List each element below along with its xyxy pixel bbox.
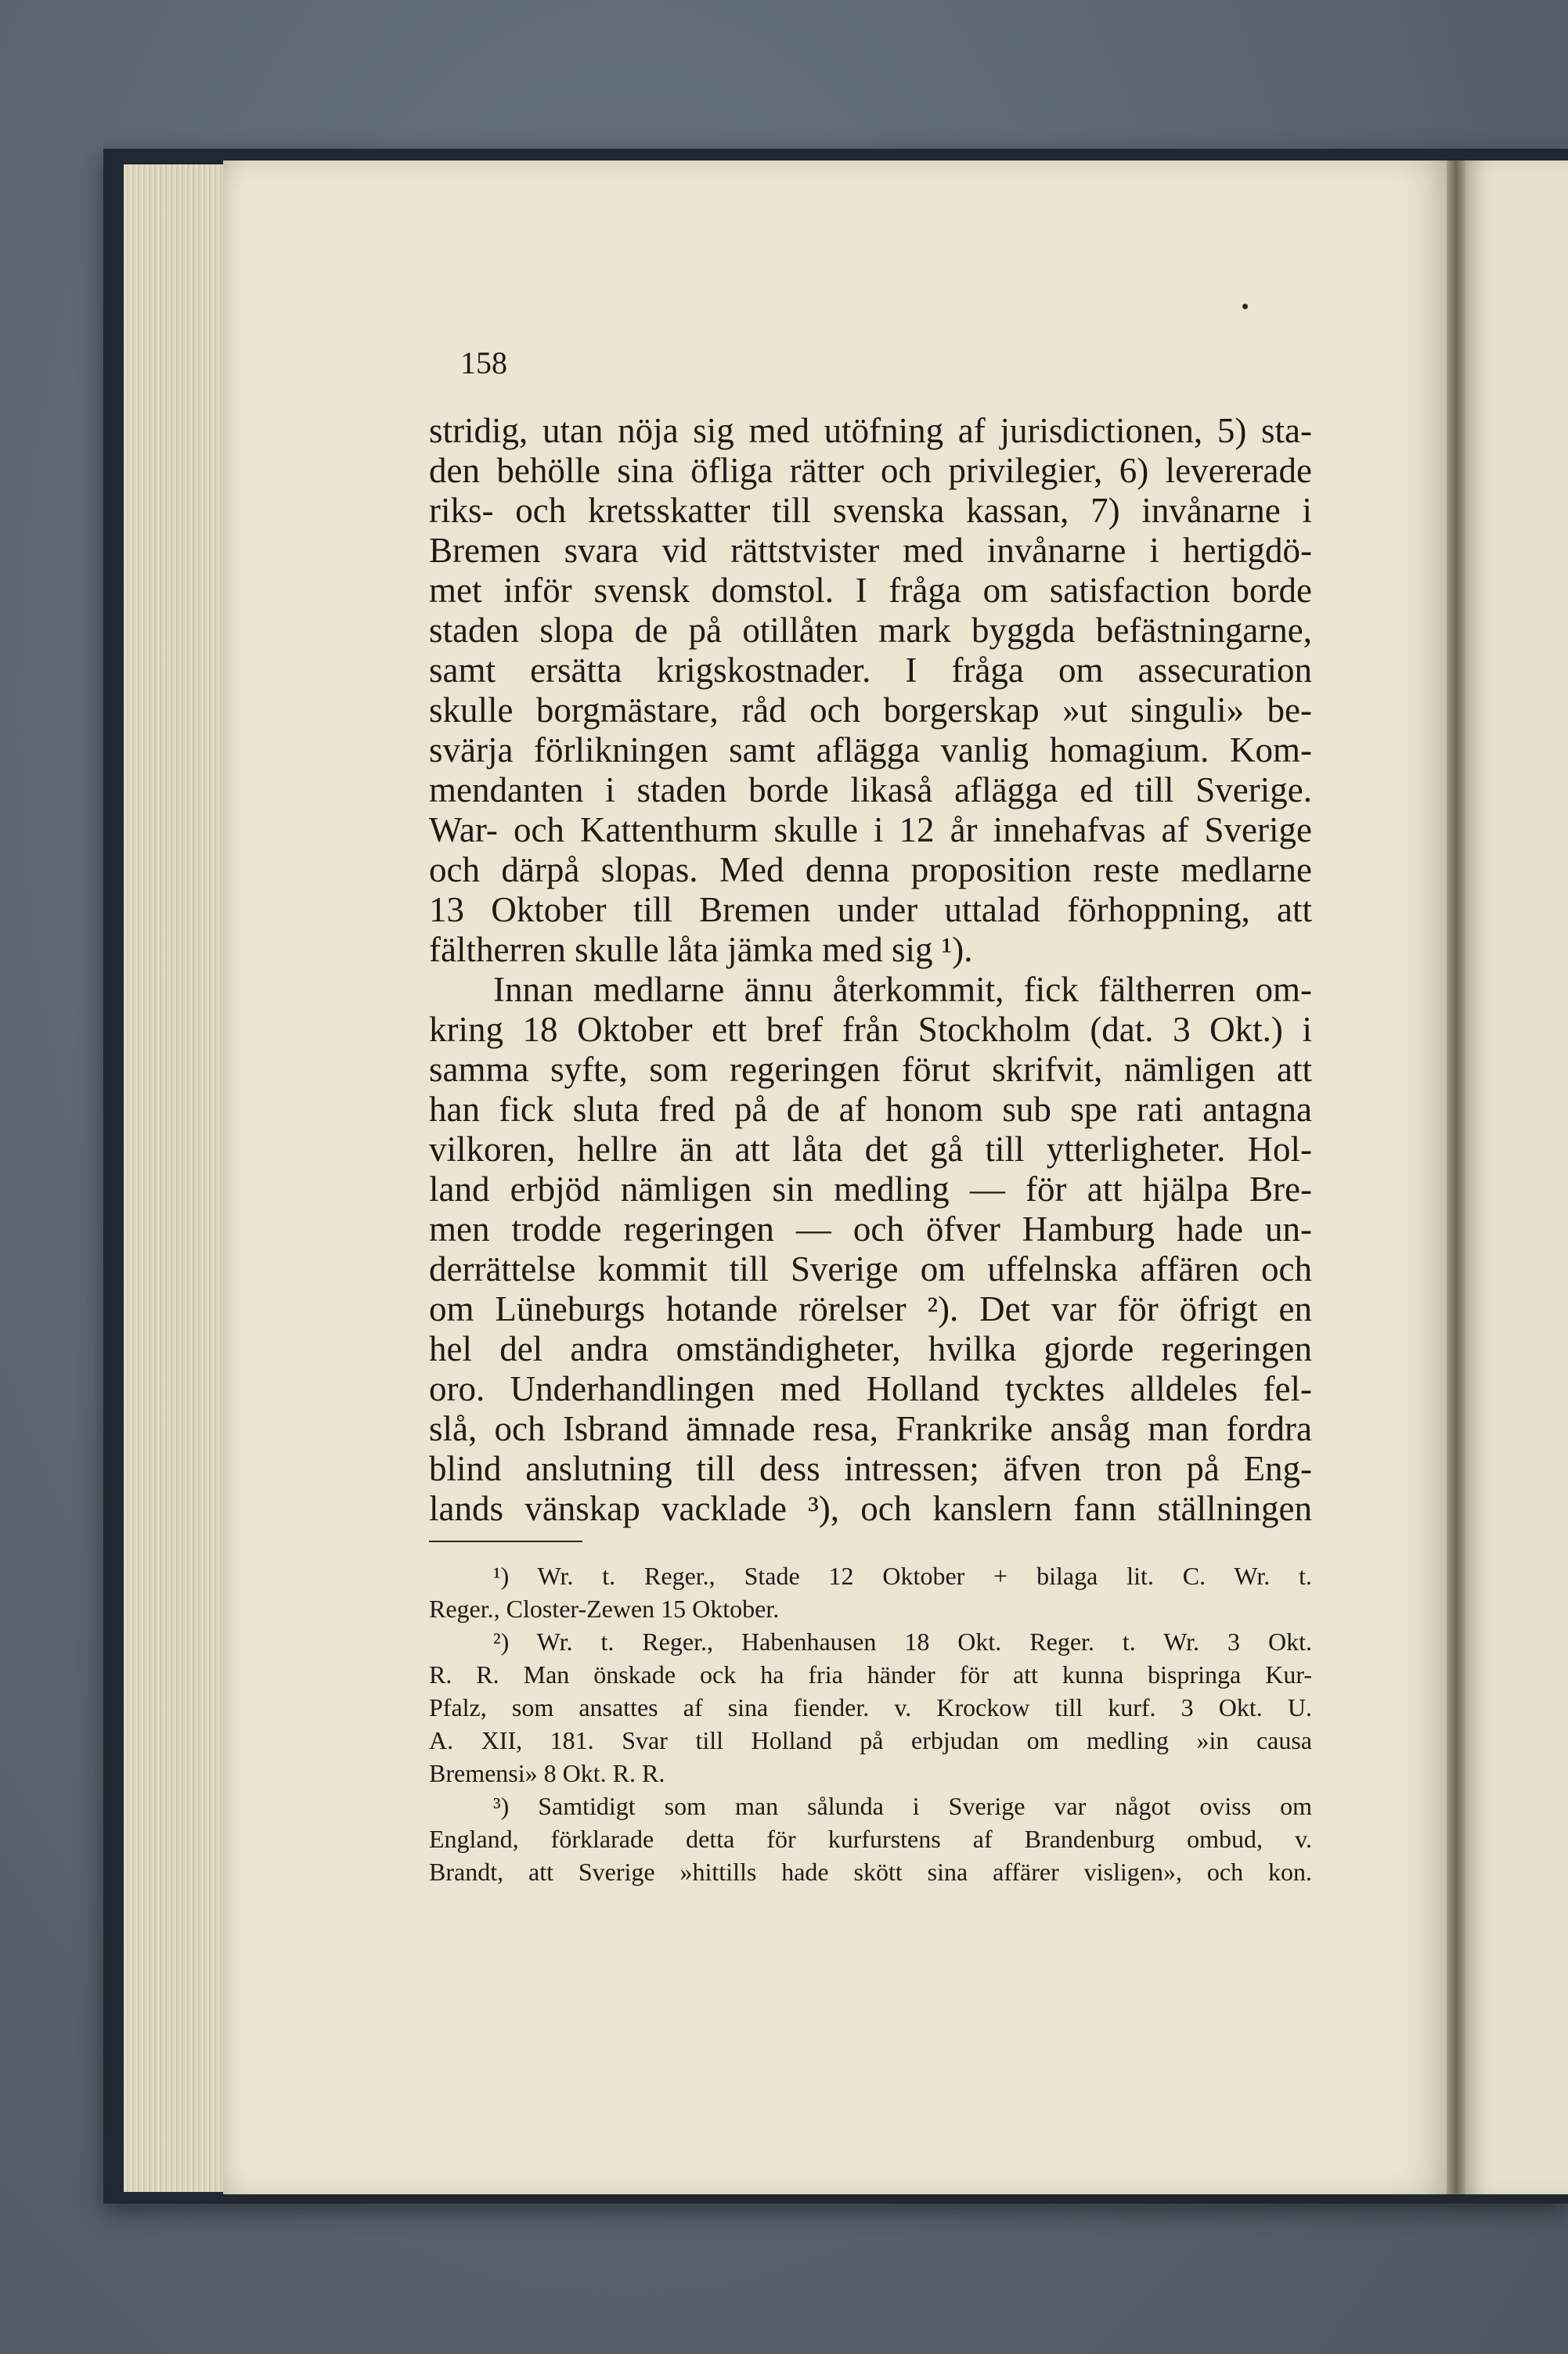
text-line: hel del andra omständigheter, hvilka gjorde regeringen bbox=[429, 1329, 1312, 1368]
text-line: samma syfte, som regeringen förut skrifvit, nämligen att bbox=[429, 1050, 1312, 1089]
text-line: blind anslutning till dess intressen; äfven tron på Eng- bbox=[429, 1449, 1312, 1488]
footnote-line: Reger., Closter-Zewen 15 Oktober. bbox=[429, 1595, 780, 1623]
text-line: vilkoren, hellre än att låta det gå till ytterligheter. Hol- bbox=[429, 1130, 1312, 1169]
footnote-line: Pfalz, som ansattes af sina fiender. v. Krockow till kurf. 3 Okt. U. bbox=[429, 1693, 1312, 1721]
footnote-line: ³) Samtidigt som man sålunda i Sverige var något oviss om bbox=[493, 1792, 1312, 1820]
text-line: oro. Underhandlingen med Holland tycktes alldeles fel- bbox=[429, 1369, 1312, 1408]
text-line: svärja förlikningen samt aflägga vanlig homagium. Kom- bbox=[429, 730, 1312, 770]
page-number: 158 bbox=[460, 345, 507, 380]
text-line: fältherren skulle låta jämka med sig ¹). bbox=[429, 930, 973, 969]
footnote-line: ²) Wr. t. Reger., Habenhausen 18 Okt. Reger. t. Wr. 3 Okt. bbox=[493, 1628, 1312, 1656]
text-line: Innan medlarne ännu återkommit, fick fältherren om- bbox=[493, 970, 1312, 1009]
text-line: War- och Kattenthurm skulle i 12 år innehafvas af Sverige bbox=[429, 810, 1312, 849]
text-line: 13 Oktober till Bremen under uttalad förhoppning, att bbox=[429, 890, 1312, 929]
text-line: stridig, utan nöja sig med utöfning af jurisdictionen, 5) sta- bbox=[429, 411, 1312, 450]
text-line: men trodde regeringen — och öfver Hamburg hade un- bbox=[429, 1209, 1312, 1249]
text-line: staden slopa de på otillåten mark byggda befästningarne, bbox=[429, 611, 1312, 650]
text-line: lands vänskap vacklade ³), och kanslern fann ställningen bbox=[429, 1489, 1312, 1528]
text-line: om Lüneburgs hotande rörelser ²). Det var för öfrigt en bbox=[429, 1289, 1312, 1328]
text-line: den behölle sina öfliga rätter och privilegier, 6) levererade bbox=[429, 451, 1312, 490]
text-line: riks- och kretsskatter till svenska kassan, 7) invånarne i bbox=[429, 491, 1312, 530]
page-edges bbox=[124, 164, 225, 2192]
ink-speck bbox=[1242, 304, 1248, 309]
right-page-edge bbox=[1465, 160, 1568, 2194]
footnote-line: England, förklarade detta för kurfurstens af Brandenburg ombud, v. bbox=[429, 1825, 1312, 1853]
text-line: skulle borgmästare, råd och borgerskap »ut singuli» be- bbox=[429, 690, 1312, 730]
body-text bbox=[429, 411, 1312, 1529]
text-line: han fick sluta fred på de af honom sub spe rati antagna bbox=[429, 1090, 1312, 1129]
footnote-line: A. XII, 181. Svar till Holland på erbjudan om medling »in causa bbox=[429, 1726, 1312, 1754]
text-line: Bremen svara vid rättstvister med invånarne i hertigdö- bbox=[429, 531, 1312, 570]
footnote-line: Brandt, att Sverige »hittills hade skött sina affärer visligen», och kon. bbox=[429, 1858, 1312, 1886]
text-line: derrättelse kommit till Sverige om uffelnska affären och bbox=[429, 1249, 1312, 1289]
text-line: slå, och Isbrand ämnade resa, Frankrike ansåg man fordra bbox=[429, 1409, 1312, 1448]
footnote-line: R. R. Man önskade ock ha fria händer för att kunna bispringa Kur- bbox=[429, 1660, 1312, 1689]
footnotes bbox=[429, 1559, 1312, 1888]
footnote-rule bbox=[429, 1541, 582, 1542]
text-line: mendanten i staden borde likaså aflägga ed till Sverige. bbox=[429, 770, 1312, 809]
footnote-line: Bremensi» 8 Okt. R. R. bbox=[429, 1759, 665, 1787]
text-line: land erbjöd nämligen sin medling — för att hjälpa Bre- bbox=[429, 1170, 1312, 1209]
book-gutter bbox=[1447, 160, 1465, 2194]
text-line: met inför svensk domstol. I fråga om satisfaction borde bbox=[429, 571, 1312, 610]
text-line: samt ersätta krigskostnader. I fråga om assecuration bbox=[429, 651, 1312, 690]
text-line: och därpå slopas. Med denna proposition reste medlarne bbox=[429, 850, 1312, 889]
footnote-line: ¹) Wr. t. Reger., Stade 12 Oktober + bilaga lit. C. Wr. t. bbox=[493, 1562, 1312, 1590]
text-line: kring 18 Oktober ett bref från Stockholm (dat. 3 Okt.) i bbox=[429, 1010, 1312, 1049]
